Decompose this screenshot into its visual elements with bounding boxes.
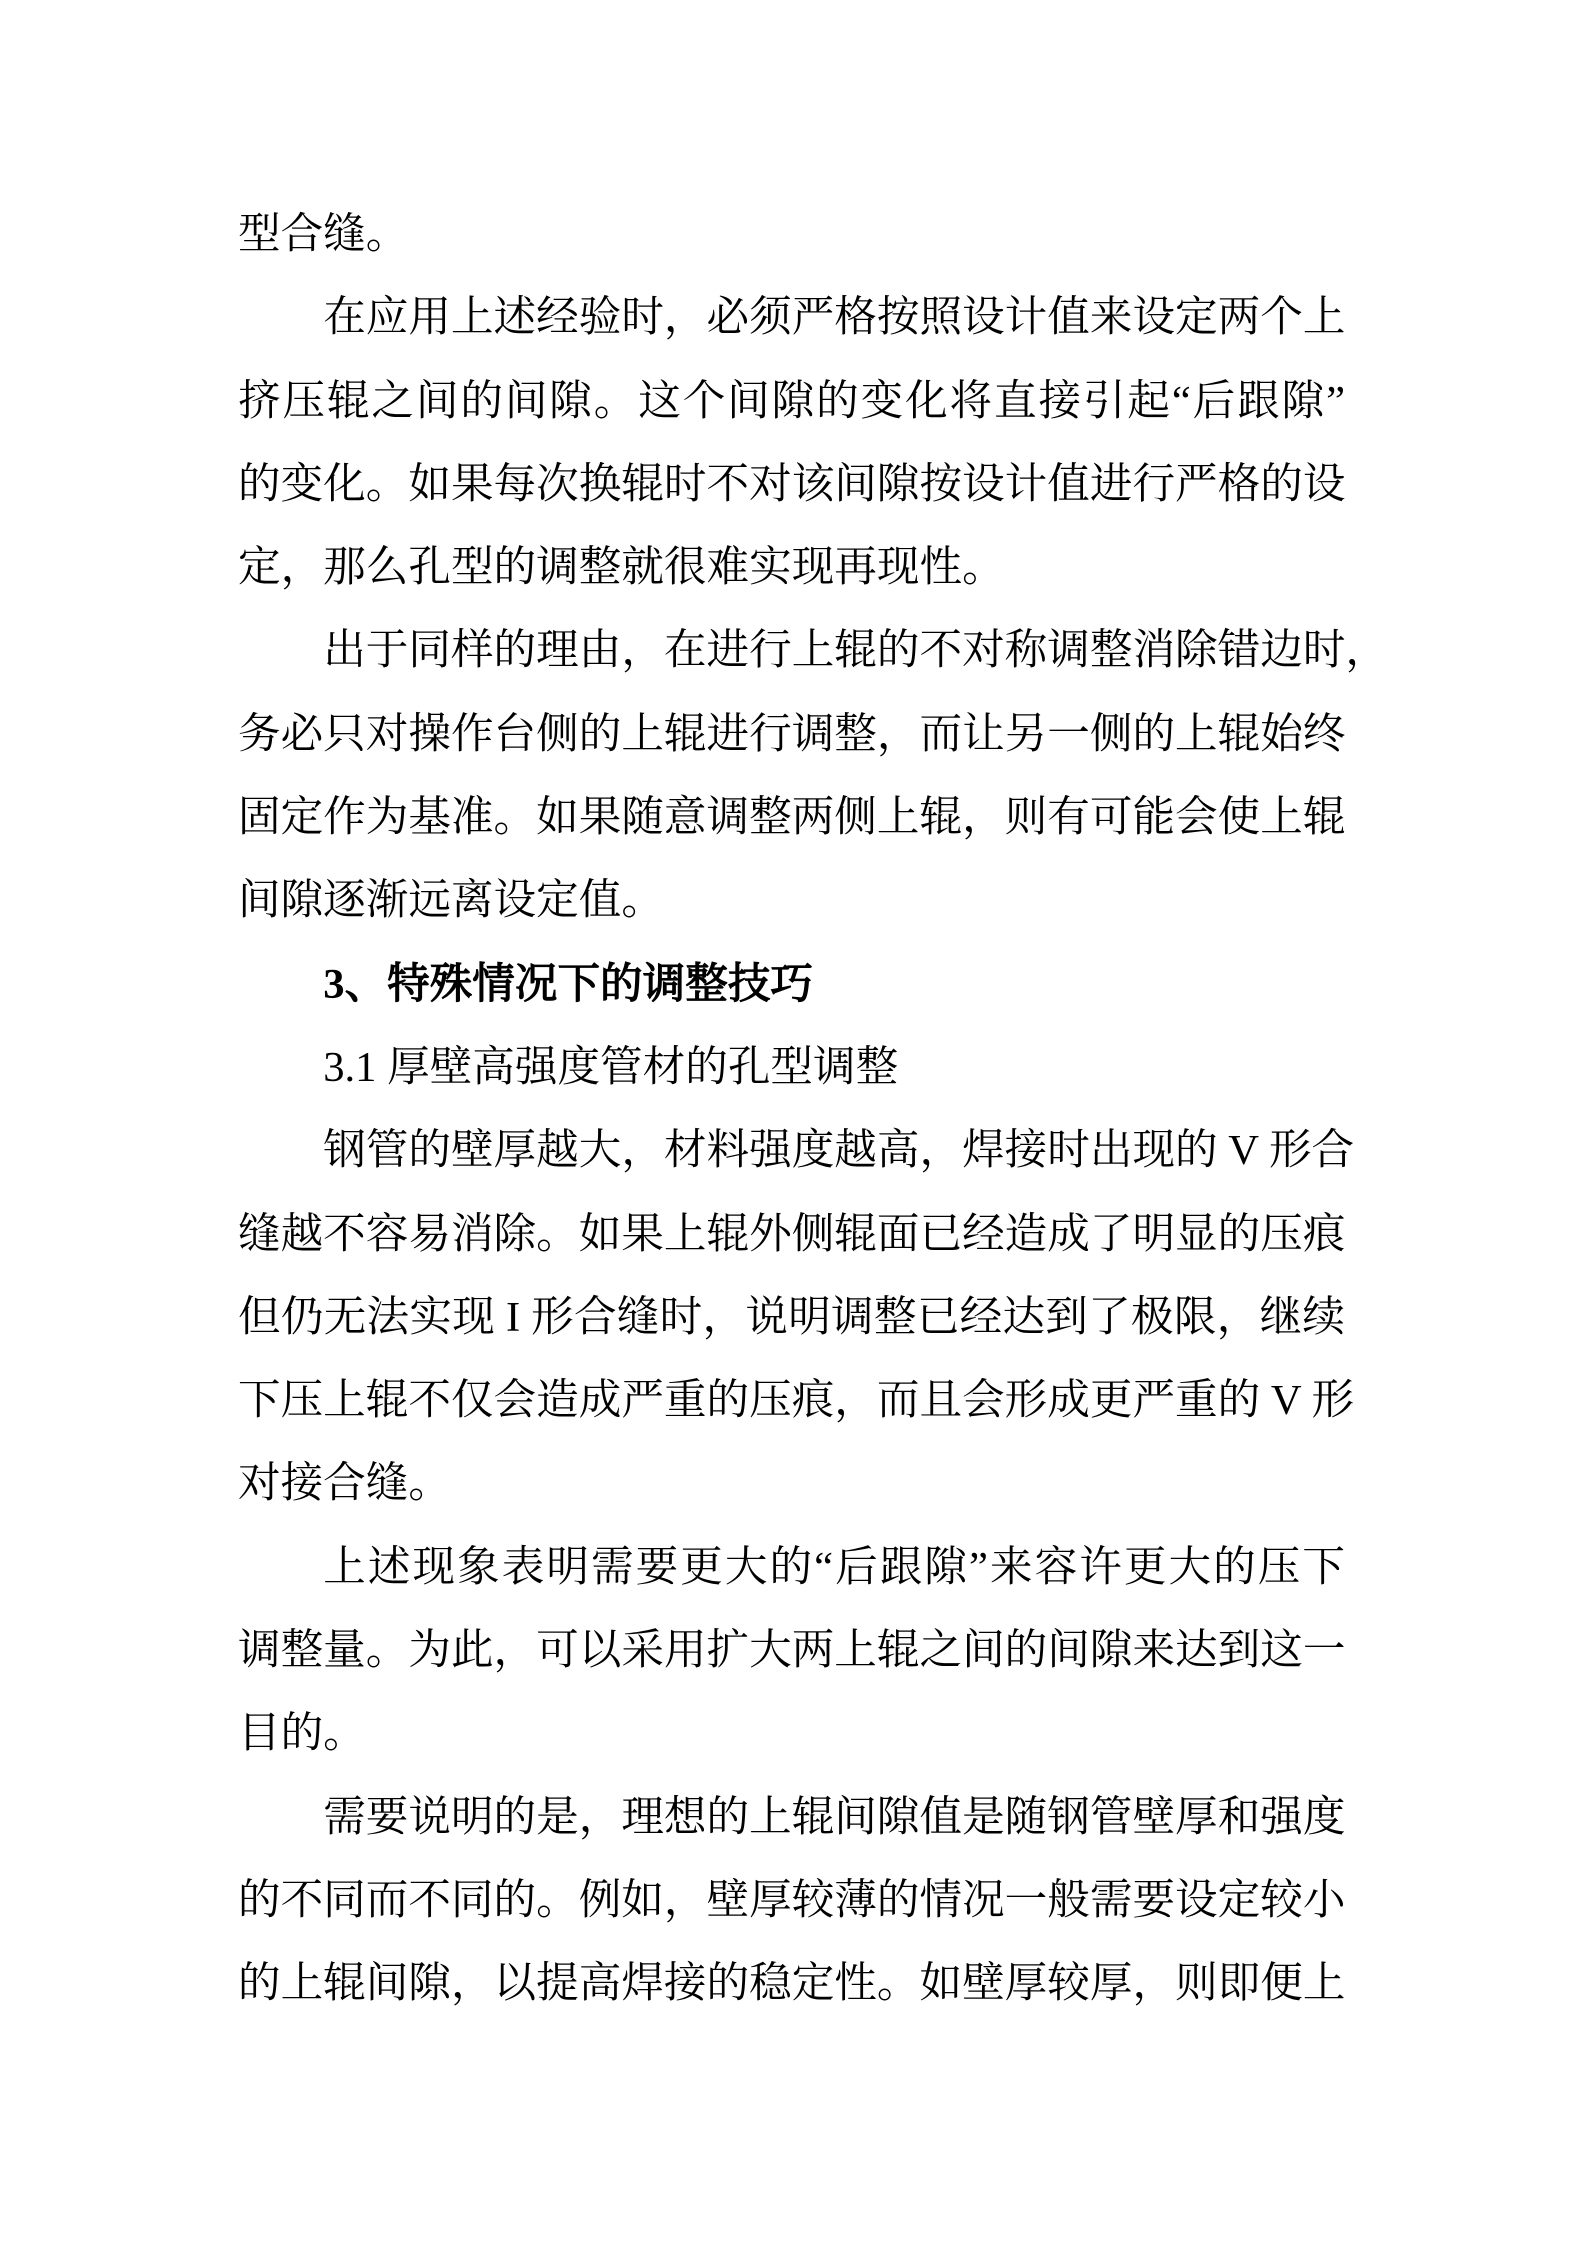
text-line: 下压上辊不仅会造成严重的压痕，而且会形成更严重的 V 形 [238,1377,1355,1425]
text-line: 出于同样的理由，在进行上辊的不对称调整消除错边时， [323,627,1389,675]
text-line: 的不同而不同的。例如，壁厚较薄的情况一般需要设定较小 [238,1876,1346,1924]
paragraph [238,193,1345,276]
text-line: 但仍无法实现 I 形合缝时，说明调整已经达到了极限，继续 [238,1293,1345,1341]
text-line: 上述现象表明需要更大的“后跟隙”来容许更大的压下 [323,1543,1345,1591]
text-line: 固定作为基准。如果随意调整两侧上辊，则有可能会使上辊 [238,794,1346,842]
text-line: 3、特殊情况下的调整技巧 [323,960,814,1008]
text-line: 钢管的壁厚越大，材料强度越高，焊接时出现的 V 形合 [323,1127,1355,1175]
text-line: 3.1 厚壁高强度管材的孔型调整 [323,1043,899,1091]
paragraph [238,1526,1345,1776]
section-heading [238,943,1345,1026]
text-line: 务必只对操作台侧的上辊进行调整，而让另一侧的上辊始终 [238,710,1346,758]
text-line: 定，那么孔型的调整就很难实现再现性。 [238,544,1005,592]
text-line: 型合缝。 [238,211,409,258]
text-line: 调整量。为此，可以采用扩大两上辊之间的间隙来达到这一 [238,1627,1346,1675]
text-line: 的变化。如果每次换辊时不对该间隙按设计值进行严格的设 [238,460,1346,508]
text-line: 缝越不容易消除。如果上辊外侧辊面已经造成了明显的压痕 [238,1210,1346,1258]
paragraph [238,1776,1345,2026]
subsection-heading [238,1026,1345,1109]
text-line: 需要说明的是，理想的上辊间隙值是随钢管壁厚和强度 [323,1793,1346,1841]
paragraph [238,1109,1355,1525]
paragraph [238,609,1389,942]
text-line: 挤压辊之间的间隙。这个间隙的变化将直接引起“后跟隙” [238,377,1345,425]
paragraph [238,276,1345,609]
text-line: 目的。 [238,1710,366,1758]
text-line: 在应用上述经验时，必须严格按照设计值来设定两个上 [323,294,1346,342]
text-line: 间隙逐渐远离设定值。 [238,877,664,925]
text-line: 对接合缝。 [238,1460,451,1508]
document-text [238,193,1389,2026]
text-line: 的上辊间隙，以提高焊接的稳定性。如壁厚较厚，则即便上 [238,1960,1346,2008]
